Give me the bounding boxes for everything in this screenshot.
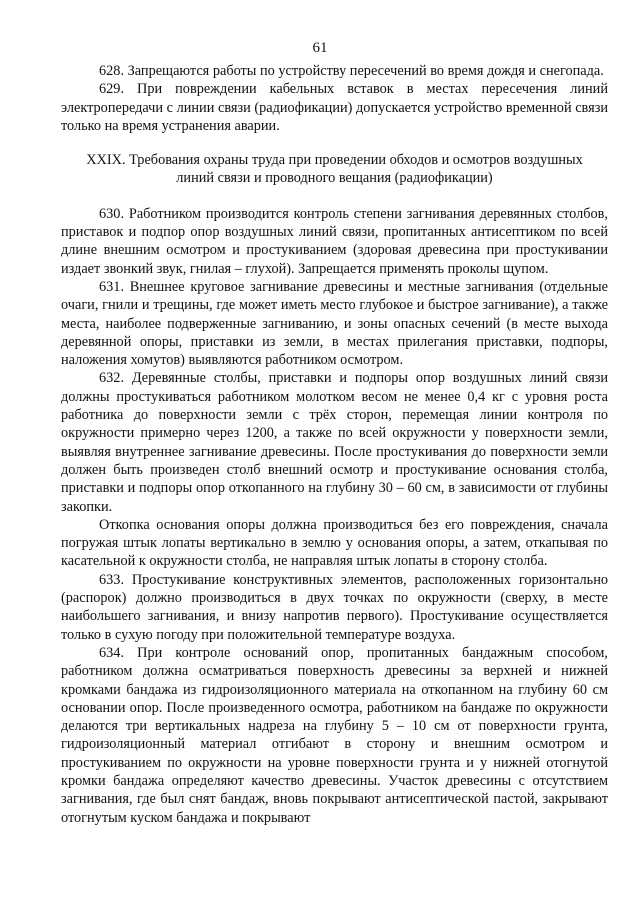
section-heading: XXIX. Требования охраны труда при проведении обходов и осмотров воздушных линий связи и проводного вещания (радиофикации): [86, 152, 583, 187]
paragraph-628: 628. Запрещаются работы по устройству пересечений во время дождя и снегопада.: [99, 63, 604, 79]
paragraph-632-continued: Откопка основания опоры должна производиться без его повреждения, сначала погружая штык лопаты вертикально в землю у основания опоры, а затем, откапывая по касательной к окружности столба, не направляя штык лопаты в сторону столба.: [61, 516, 608, 570]
document-body: [61, 62, 608, 827]
paragraph-630: 630. Работником производится контроль степени загнивания деревянных столбов, приставок и подпор опор воздушных линий связи, пропитанных антисептиком по всей длине внешним осмотром и простукиванием (здоровая древесина при простукивании издает звонкий звук, гнилая – глухой). Запрещается применять проколы щупом.: [61, 205, 608, 277]
page-number: 61: [312, 40, 328, 56]
paragraph-629: 629. При повреждении кабельных вставок в местах пересечения линий электропередачи с линии связи (радиофикации) допускается устройство временной связи только на время устранения аварии.: [61, 81, 608, 134]
paragraph-633: 633. Простукивание конструктивных элементов, расположенных горизонтально (распорок) должно производиться в двух точках по окружности (сверху, в месте наибольшего загнивания, и внизу напротив первого). Простукивание осуществляется только в сухую погоду при положительной температуре воздуха.: [61, 571, 608, 643]
paragraph-631: 631. Внешнее круговое загнивание древесины и местные загнивания (отдельные очаги, гнили и трещины, где может иметь место глубокое и быстрое загнивание), а также места, наиболее подверженные загниванию, и зоны опасных сечений (в месте выхода деревянной опоры, приставки из земли, в местах прилегания приставки, подпоры, наложения хомутов) выявляются работником осмотром.: [61, 278, 608, 369]
paragraph-632: 632. Деревянные столбы, приставки и подпоры опор воздушных линий связи должны простукиваться работником молотком весом не менее 0,4 кг с уровня роста работника до поверхности земли с трёх сторон, перемещая линии контроля по окружности примерно через 1200, а также по всей окружности у поверхности земли, выявляя внутреннее загнивание древесины. После простукивания до поверхности земли должен быть произведен столб внешний осмотр и простукивание основания столба, приставки и подпоры опор откопанного на глубину 30 – 60 см, в зависимости от глубины закопки.: [61, 370, 608, 515]
paragraph-634: 634. При контроле оснований опор, пропитанных бандажным способом, работником должна осматриваться поверхность древесины за верхней и нижней кромками бандажа из гидроизоляционного материала на откопанном на глубину 60 см основании опор. После произведенного осмотра, работником на бандаже по окружности делаются три вертикальных надреза на глубину 5 – 10 см от поверхности грунта, гидроизоляционный материал отгибают в сторону и внешним осмотром и простукиванием по окружности на уровне поверхности грунта и у нижней отогнутой кромки бандажа определяют качество древесины. Участок древесины с отсутствием загнивания, где был снят бандаж, вновь покрывают антисептической пастой, закрывают отогнутым куском бандажа и покрывают: [61, 644, 608, 826]
